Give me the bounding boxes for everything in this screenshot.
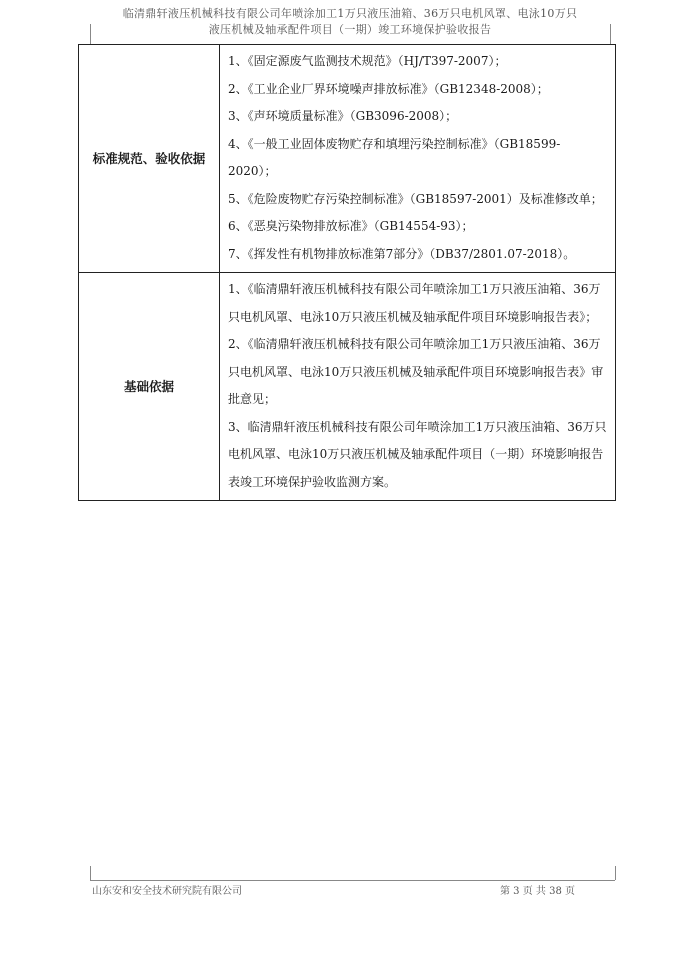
list-item: 3、《声环境质量标准》（GB3096-2008）； <box>228 109 458 123</box>
row-content-standards <box>220 45 616 273</box>
footer-rule <box>90 880 615 881</box>
list-item: 2、《工业企业厂界环境噪声排放标准》（GB12348-2008）； <box>228 81 549 96</box>
list-item: 7、《挥发性有机物排放标准第7部分》（DB37/2801.07-2018）。 <box>228 246 576 261</box>
list-item: 5、《危险废物贮存污染控制标准》（GB18597-2001）及标准修改单； <box>228 191 603 206</box>
row-content-basis <box>220 273 616 501</box>
page-header <box>90 6 610 38</box>
table-row-standards <box>79 45 616 273</box>
row-label-standards: 标准规范、验收依据 <box>79 45 220 273</box>
page-number: 第 3 页 共 38 页 <box>500 886 575 897</box>
header-line-1: 临清鼎轩液压机械科技有限公司年喷涂加工1万只液压油箱、36万只电机风罩、电泳10万只 <box>122 7 578 20</box>
footer-corner-left <box>90 866 91 880</box>
list-item: 3、临清鼎轩液压机械科技有限公司年喷涂加工1万只液压油箱、36万只电机风罩、电泳10万只液压机械及轴承配件项目（一期）环境影响报告表竣工环境保护验收监测方案。 <box>228 419 607 489</box>
row-label-basis: 基础依据 <box>79 273 220 501</box>
basis-table <box>78 44 616 501</box>
header-line-2: 液压机械及轴承配件项目（一期）竣工环境保护验收报告 <box>208 23 492 36</box>
list-item: 1、《固定源废气监测技术规范》（HJ/T397-2007）； <box>228 54 507 68</box>
table-row-basis <box>79 273 616 501</box>
list-item: 1、《临清鼎轩液压机械科技有限公司年喷涂加工1万只液压油箱、36万只电机风罩、电泳10万只液压机械及轴承配件项目环境影响报告表》； <box>228 282 601 324</box>
footer-corner-right <box>615 866 616 880</box>
list-item: 2、《临清鼎轩液压机械科技有限公司年喷涂加工1万只液压油箱、36万只电机风罩、电泳10万只液压机械及轴承配件项目环境影响报告表》审批意见； <box>228 337 604 406</box>
footer-company: 山东安和安全技术研究院有限公司 <box>92 886 242 897</box>
header-corner-right <box>610 24 611 44</box>
list-item: 4、《一般工业固体废物贮存和填埋污染控制标准》（GB18599-2020）； <box>228 136 561 178</box>
list-item: 6、《恶臭污染物排放标准》（GB14554-93）； <box>228 219 474 233</box>
